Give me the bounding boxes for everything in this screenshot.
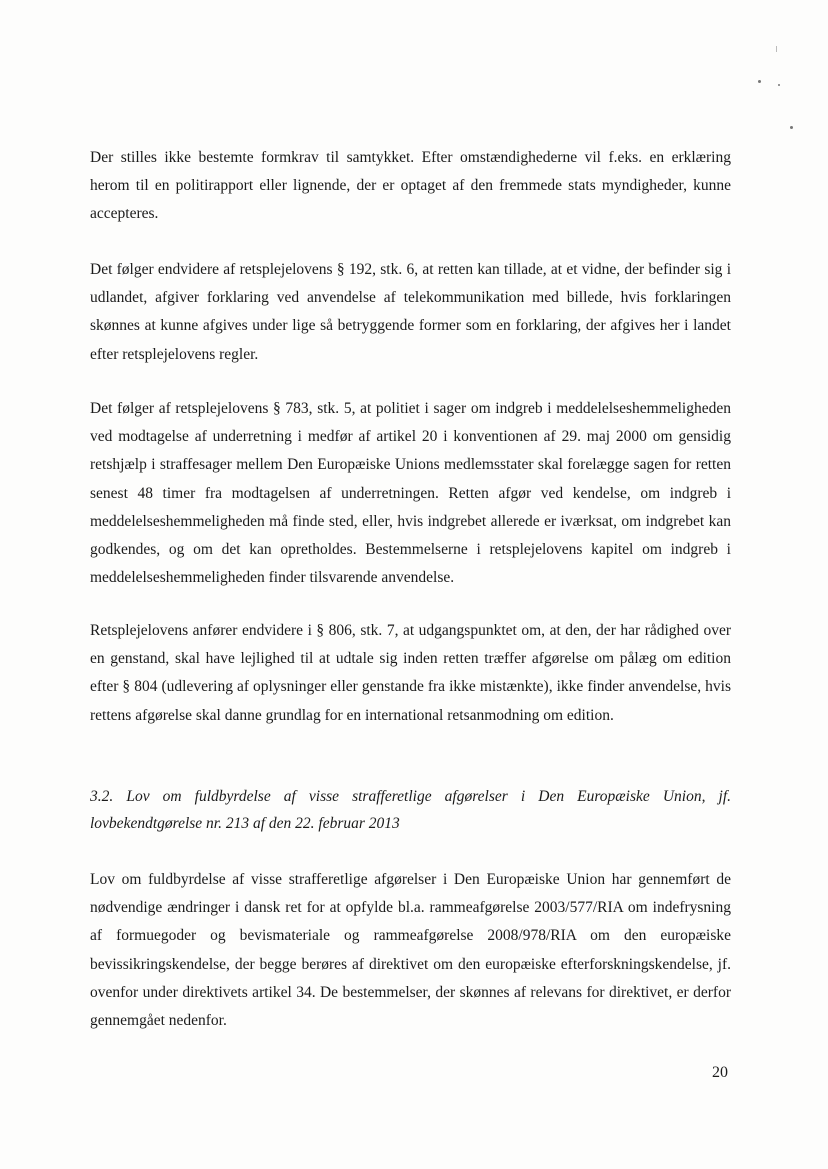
scan-speck: [790, 126, 793, 129]
paragraph-enforcement-law: Lov om fuldbyrdelse af visse strafferetlige afgørelser i Den Europæiske Union har gennemført de nødvendige ændringer i dansk ret for at opfylde bl.a. rammeafgørelse 2003/577/RIA om indefrysning af formuegoder og bevismateriale og rammeafgørelse 2008/978/RIA om den europæiske bevissikringskendelse, der begge berøres af direktivet om den europæiske efterforskningskendelse, jf. ovenfor under direktivets artikel 34. De bestemmelser, der skønnes af relevans for direktivet, er derfor gennemgået nedenfor.: [90, 871, 731, 1030]
scan-speck: [778, 84, 780, 86]
scan-speck: [776, 46, 777, 52]
paragraph-communication-secrecy: Det følger af retsplejelovens § 783, stk. 5, at politiet i sager om indgreb i meddelelseshemmeligheden ved modtagelse af underretning i medfør af artikel 20 i konventionen af 29. maj 2000 om gensidig retshjælp i straffesager mellem Den Europæiske Unions medlemsstater skal forelægge sagen for retten senest 48 timer fra modtagelsen af underretningen. Retten afgør ved kendelse, om indgreb i meddelelseshemmeligheden må finde sted, eller, hvis indgrebet allerede er iværksat, om indgrebet kan godkendes, og om det kan opretholdes. Bestemmelserne i retsplejelovens kapitel om indgreb i meddelelseshemmeligheden finder tilsvarende anvendelse.: [90, 400, 731, 587]
section-heading: 3.2. Lov om fuldbyrdelse af visse strafferetlige afgørelser i Den Europæiske Union, jf. lovbekendtgørelse nr. 213 af den 22. februar 2013: [90, 788, 731, 832]
paragraph-consent: Der stilles ikke bestemte formkrav til samtykket. Efter omstændighederne vil f.eks. en erklæring herom til en politirapport eller lignende, der er optaget af den fremmede stats myndigheder, kunne accepteres.: [90, 149, 731, 223]
paragraph-edition: Retsplejelovens anfører endvidere i § 806, stk. 7, at udgangspunktet om, at den, der har rådighed over en genstand, skal have lejlighed til at udtale sig inden retten træffer afgørelse om pålæg om edition efter § 804 (udlevering af oplysninger eller genstande fra ikke mistænkte), ikke finder anvendelse, hvis rettens afgørelse skal danne grundlag for en international retsanmodning om edition.: [90, 622, 731, 724]
page-number: 20: [712, 1064, 728, 1081]
scan-speck: [758, 80, 761, 83]
paragraph-witness-abroad: Det følger endvidere af retsplejelovens § 192, stk. 6, at retten kan tillade, at et vidne, der befinder sig i udlandet, afgiver forklaring ved anvendelse af telekommunikation med billede, hvis forklaringen skønnes at kunne afgives under lige så betryggende former som en forklaring, der afgives her i landet efter retsplejelovens regler.: [90, 261, 731, 363]
